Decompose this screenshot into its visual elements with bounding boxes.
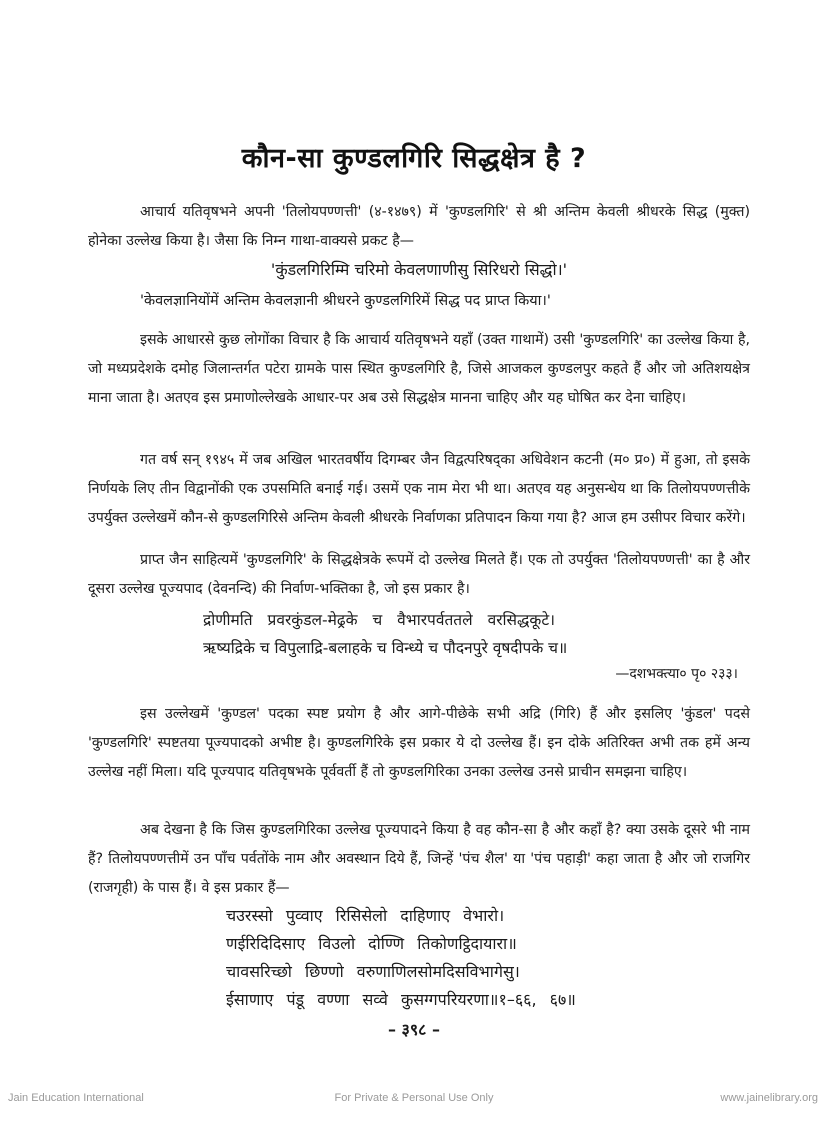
gatha-verse-line-4: ईसाणाए पंडू वण्णा सव्वे कुसग्गपरियरणा॥१–६६, ६७॥	[226, 990, 576, 1009]
footer-website-link[interactable]: www.jainelibrary.org	[720, 1092, 818, 1104]
page-number: – ३९८ –	[387, 1020, 441, 1039]
gatha-quote: 'कुंडलगिरिम्मि चरिमो केवलणाणीसु सिरिधरो सिद्धो।'	[270, 260, 568, 279]
gatha-verse-line-3: चावसरिच्छो छिण्णो वरुणाणिलसोमदिसविभागेसु।	[226, 962, 520, 981]
footer-publisher: Jain Education International	[8, 1092, 144, 1104]
paragraph-2: इसके आधारसे कुछ लोगोंका विचार है कि आचार्य यतिवृषभने यहाँ (उक्त गाथामें) उसी 'कुण्डलगिरि' का उल्लेख किया है, जो मध्यप्रदेशके दमोह जिलान्तर्गत पटेरा ग्रामके पास स्थित कुण्डलगिरि है, जिसे आजकल कुण्डलपुर कहते हैं और जो अतिशयक्षेत्र माना जाता है। अतएव इस प्रमाणोल्लेखके आधार-पर अब उसे सिद्धक्षेत्र मानना चाहिए और यह घोषित कर देना चाहिए।	[88, 332, 750, 406]
paragraph-5: इस उल्लेखमें 'कुण्डल' पदका स्पष्ट प्रयोग है और आगे-पीछेके सभी अद्रि (गिरि) हैं और इसलिए 'कुंडल' पदसे 'कुण्डलगिरि' स्पष्टतया पूज्यपादको अभीष्ट है। कुण्डलगिरिके इस प्रकार ये दो उल्लेख हैं। इन दोके अतिरिक्त अभी तक हमें अन्य उल्लेख नहीं मिला। यदि पूज्यपाद यतिवृषभके पूर्ववर्ती हैं तो कुण्डलगिरिका उनका उल्लेख उनसे प्राचीन समझना चाहिए।	[88, 706, 750, 780]
page-title: कौन-सा कुण्डलगिरि सिद्धक्षेत्र है ?	[241, 143, 587, 174]
footer-usage-notice: For Private & Personal Use Only	[334, 1092, 494, 1104]
verse-reference: —दशभक्त्या० पृ० २३३।	[615, 666, 738, 682]
paragraph-6: अब देखना है कि जिस कुण्डलगिरिका उल्लेख पूज्यपादने किया है वह कौन-सा है और कहाँ है? क्या उसके दूसरे भी नाम हैं? तिलोयपण्णत्तीमें उन पाँच पर्वतोंके नाम और अवस्थान दिये हैं, जिन्हें 'पंच शैल' या 'पंच पहाड़ी' कहा जाता है और जो राजगिर (राजगृही) के पास हैं। वे इस प्रकार हैं—	[88, 822, 750, 896]
paragraph-3: गत वर्ष सन् १९४५ में जब अखिल भारतवर्षीय दिगम्बर जैन विद्वत्परिषद्का अधिवेशन कटनी (म० प्र०) में हुआ, तो इसके निर्णयके लिए तीन विद्वानोंकी एक उपसमिति बनाई गई। उसमें एक नाम मेरा भी था। अतएव यह अनुसन्धेय था कि तिलोयपण्णत्तीके उपर्युक्त उल्लेखमें कौन-से कुण्डलगिरिसे अन्तिम केवली श्रीधरके निर्वाणका प्रतिपादन किया गया है? आज हम उसीपर विचार करेंगे।	[88, 452, 750, 526]
nirvana-bhakti-verse-line-1: द्रोणीमति प्रवरकुंडल-मेढ्रके च वैभारपर्वततले वरसिद्धकूटे।	[203, 611, 556, 629]
gatha-verse-line-2: णईरिदिदिसाए विउलो दोण्णि तिकोणट्ठिदायारा॥	[226, 934, 517, 953]
gatha-verse-line-1: चउरस्सो पुव्वाए रिसिसेलो दाहिणाए वेभारो।	[226, 906, 505, 925]
gatha-translation: 'केवलज्ञानियोंमें अन्तिम केवलज्ञानी श्रीधरने कुण्डलगिरिमें सिद्ध पद प्राप्त किया।'	[140, 293, 551, 309]
nirvana-bhakti-verse-line-2: ऋष्यद्रिके च विपुलाद्रि-बलाहके च विन्ध्ये च पौदनपुरे वृषदीपके च॥	[203, 639, 568, 657]
paragraph-4: प्राप्त जैन साहित्यमें 'कुण्डलगिरि' के सिद्धक्षेत्रके रूपमें दो उल्लेख मिलते हैं। एक तो उपर्युक्त 'तिलोयपण्णत्ती' का है और दूसरा उल्लेख पूज्यपाद (देवनन्दि) की निर्वाण-भक्तिका है, जो इस प्रकार है।	[88, 552, 750, 597]
paragraph-1: आचार्य यतिवृषभने अपनी 'तिलोयपण्णत्ती' (४-१४७९) में 'कुण्डलगिरि' से श्री अन्तिम केवली श्रीधरके सिद्ध (मुक्त) होनेका उल्लेख किया है। जैसा कि निम्न गाथा-वाक्यसे प्रकट है—	[88, 204, 750, 249]
